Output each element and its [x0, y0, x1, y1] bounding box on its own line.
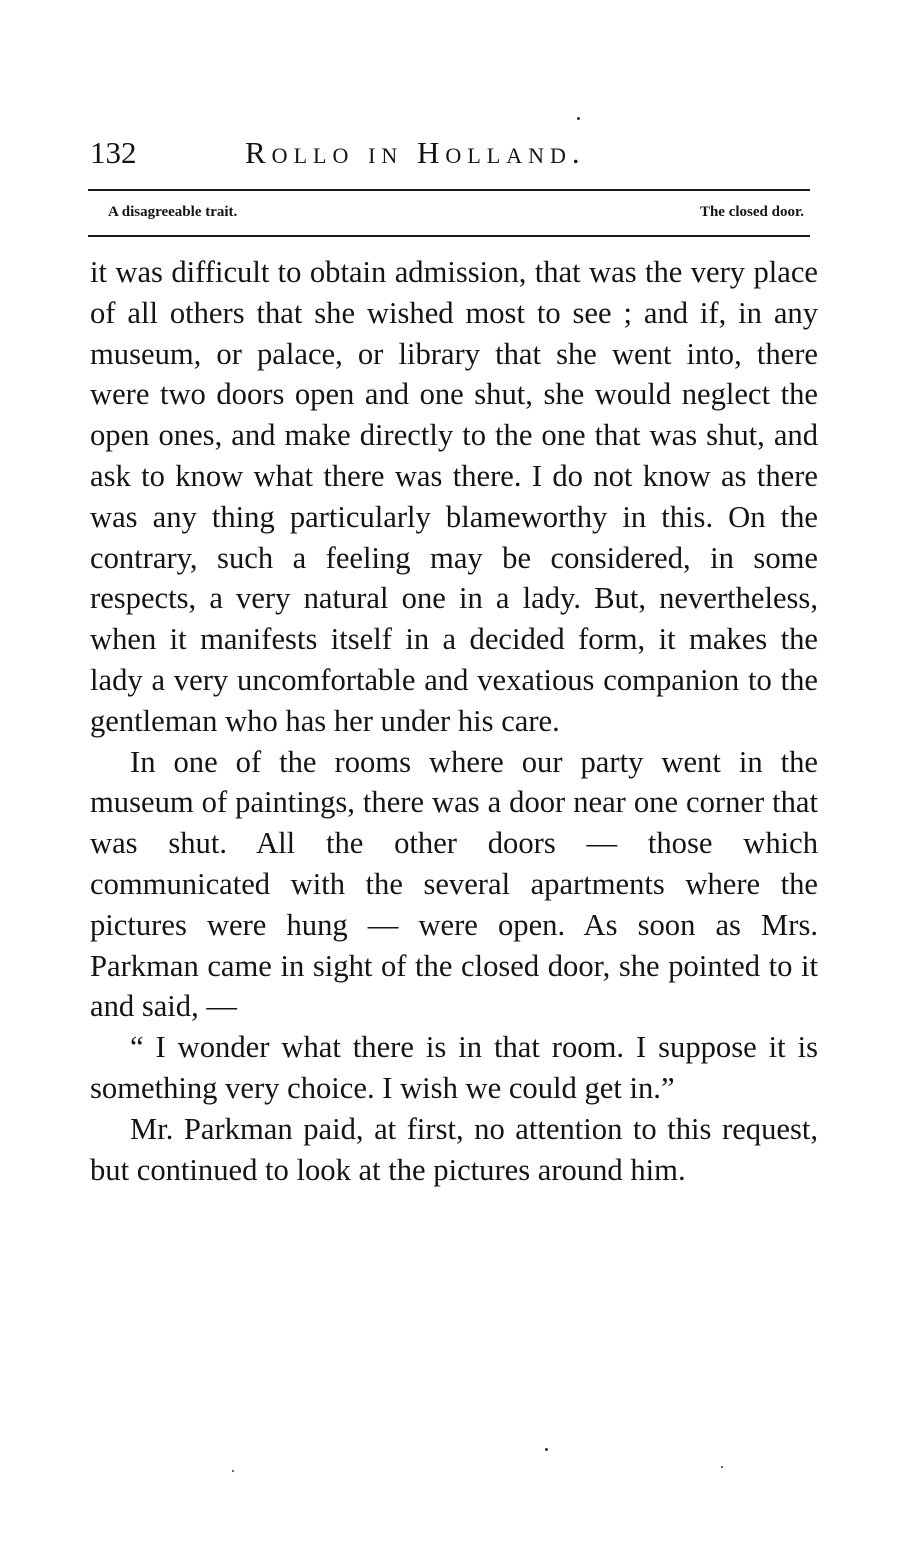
body-text: [90, 252, 818, 1190]
paragraph-4: Mr. Parkman paid, at first, no attention to this request, but continued to look at the pictures around him.: [90, 1111, 818, 1187]
print-speck: [545, 1448, 548, 1451]
paragraph-3: “ I wonder what there is in that room. I suppose it is something very choice. I wish we could get in.”: [90, 1030, 818, 1105]
sidenote-right: The closed door.: [699, 204, 804, 220]
paragraph-1: it was difficult to obtain admission, that was the very place of all others that she wished most to see ; and if, in any museum, or palace, or library that she went into, there were two doors open and one shut, she would neglect the open ones, and make directly to the one that was shut, and ask to know what there was there. I do not know as there was any thing particularly blameworthy in this. On the contrary, such a feeling may be considered, in some respects, a very natural one in a lady. But, nevertheless, when it manifests itself in a decided form, it makes the lady a very uncomfortable and vexatious companion to the gentleman who has her under his care.: [90, 255, 818, 738]
header-rule-top: [88, 189, 810, 191]
print-speck: [232, 1470, 234, 1472]
header-rule-bottom: [88, 235, 810, 237]
paragraph-2: In one of the rooms where our party went in the museum of paintings, there was a door near one corner that was shut. All the other doors — those which communicated with the several apartments where the pictures were hung — were open. As soon as Mrs. Parkman came in sight of the closed door, she pointed to it and said, —: [90, 744, 818, 1024]
running-title: Rollo in Holland.: [245, 135, 586, 170]
page-number: 132: [90, 135, 137, 170]
sidenote-left: A disagreeable trait.: [108, 204, 238, 220]
print-speck: [577, 117, 580, 120]
print-speck: [721, 1466, 723, 1468]
page-header: [90, 133, 820, 177]
